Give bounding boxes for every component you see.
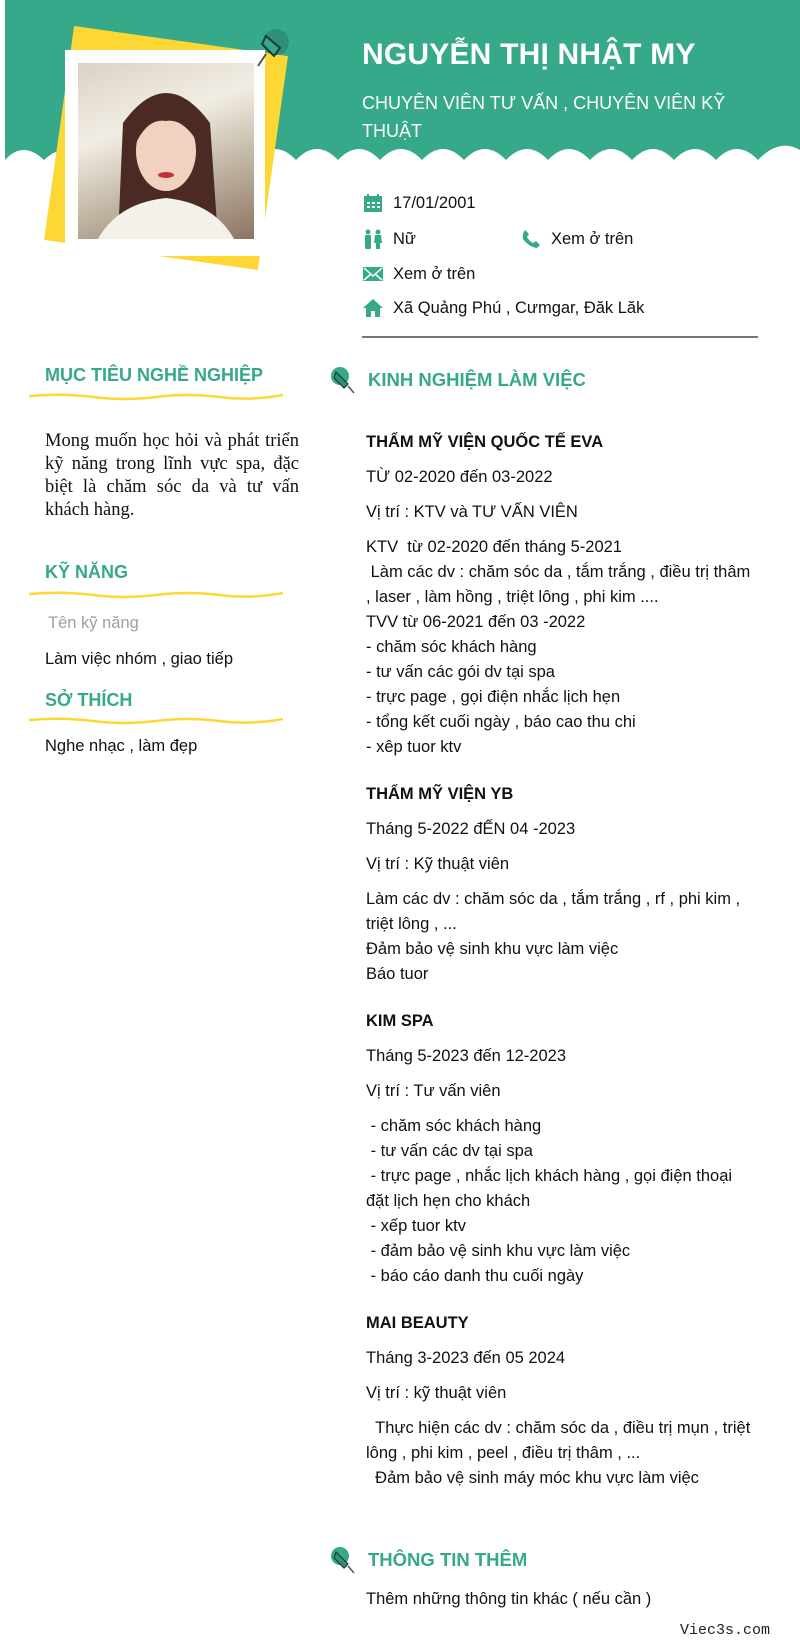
divider <box>362 336 758 338</box>
job-description: KTV từ 02-2020 đến tháng 5-2021 Làm các dv : chăm sóc da , tắm trắng , điều trị thâm , laser , làm hồng , triệt lông , phi kim .... TVV từ 06-2021 đến 03 -2022 - chăm sóc khách hàng - tư vấn các gói dv tại spa - trực page , gọi điện nhắc lịch hẹn - tổng kết cuối ngày , báo cao thu chi - xêp tuor ktv <box>366 538 751 756</box>
envelope-icon <box>363 264 383 284</box>
job-entry <box>366 430 756 760</box>
pushpin-icon <box>252 26 292 76</box>
company-name: THẨM MỸ VIỆN YB <box>366 785 514 803</box>
job-period: Tháng 3-2023 đến 05 2024 <box>366 1349 566 1367</box>
gender-icon <box>363 229 383 249</box>
email: Xem ở trên <box>393 264 476 283</box>
hobbies-text: Nghe nhạc , làm đẹp <box>45 737 198 755</box>
hobbies-heading: SỞ THÍCH <box>45 690 133 710</box>
email-row <box>363 264 475 284</box>
job-position: Vị trí : KTV và TƯ VẤN VIÊN <box>366 503 578 521</box>
birthday: 17/01/2001 <box>393 193 476 212</box>
job-entry <box>366 1311 756 1491</box>
pushpin-icon <box>330 366 356 394</box>
extra-heading: THÔNG TIN THÊM <box>368 1549 528 1570</box>
job-description: Thực hiện các dv : chăm sóc da , điều trị mụn , triệt lông , phi kim , peel , điều trị thâm , ... Đảm bảo vệ sinh máy móc khu vực làm việc <box>366 1419 751 1487</box>
profile-photo[interactable] <box>78 63 254 239</box>
experience-heading-row <box>330 366 586 394</box>
candidate-name: NGUYỄN THỊ NHẬT MY <box>362 38 696 71</box>
extra-heading-row <box>330 1546 527 1574</box>
job-description: Làm các dv : chăm sóc da , tắm trắng , rf , phi kim , triệt lông , ... Đảm bảo vệ sinh khu vực làm việc Báo tuor <box>366 890 741 983</box>
job-position: Vị trí : Tư vấn viên <box>366 1082 501 1100</box>
birthday-row <box>363 193 476 213</box>
gender: Nữ <box>393 229 416 248</box>
experience-heading: KINH NGHIỆM LÀM VIỆC <box>368 369 586 390</box>
company-name: THẨM MỸ VIỆN QUỐC TẾ EVA <box>366 433 604 451</box>
wave-underline <box>29 590 283 600</box>
address: Xã Quảng Phú , Cưmgar, Đăk Lăk <box>393 298 645 317</box>
wave-underline <box>29 392 283 402</box>
job-entry <box>366 782 756 987</box>
skills-heading: KỸ NĂNG <box>45 562 129 582</box>
experience-list <box>366 430 756 1513</box>
job-period: Tháng 5-2023 đến 12-2023 <box>366 1047 566 1065</box>
wave-underline <box>29 716 283 726</box>
calendar-icon <box>363 193 383 213</box>
pushpin-icon <box>330 1546 356 1574</box>
phone-icon <box>521 229 541 249</box>
company-name: KIM SPA <box>366 1012 434 1030</box>
gender-row <box>363 229 416 249</box>
job-entry <box>366 1009 756 1289</box>
job-position: Vị trí : kỹ thuật viên <box>366 1384 507 1402</box>
company-name: MAI BEAUTY <box>366 1314 469 1332</box>
objective-text: Mong muốn học hỏi và phát triển kỹ năng trong lĩnh vực spa, đặc biệt là chăm sóc da và tư vấn khách hàng. <box>45 431 299 520</box>
home-icon <box>363 298 383 318</box>
job-description: - chăm sóc khách hàng - tư vấn các dv tại spa - trực page , nhắc lịch khách hàng , gọi điện thoại đặt lịch hẹn cho khách - xếp tuor ktv - đảm bảo vệ sinh khu vực làm việc - báo cáo danh thu cuối ngày <box>366 1117 733 1285</box>
address-row <box>363 298 644 318</box>
skills-text: Làm việc nhóm , giao tiếp <box>45 650 234 668</box>
job-period: Tháng 5-2022 đẾN 04 -2023 <box>366 820 576 838</box>
phone: Xem ở trên <box>551 229 634 248</box>
phone-row <box>521 229 633 249</box>
job-period: TỪ 02-2020 đến 03-2022 <box>366 468 553 486</box>
objective-heading: MỤC TIÊU NGHỀ NGHIỆP <box>45 365 264 385</box>
skill-name-placeholder[interactable]: Tên kỹ năng <box>48 614 139 632</box>
extra-text: Thêm những thông tin khác ( nếu cần ) <box>366 1590 652 1608</box>
job-title: CHUYÊN VIÊN TƯ VẤN , CHUYÊN VIÊN KỸ THUẬT <box>362 93 726 141</box>
job-position: Vị trí : Kỹ thuật viên <box>366 855 510 873</box>
watermark: Viec3s.com <box>679 1622 770 1639</box>
